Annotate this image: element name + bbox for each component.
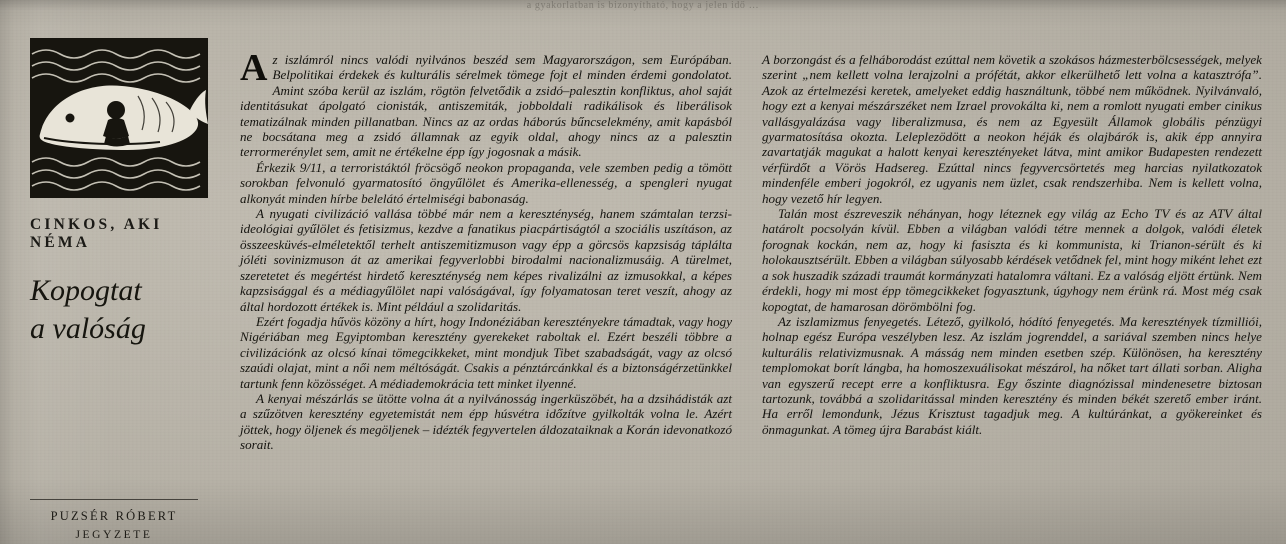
bleed-through-text: a gyakorlatban is bizonyítható, hogy a jelen idő … <box>526 0 760 11</box>
article-column-2 <box>748 18 1268 538</box>
byline-divider <box>30 499 198 500</box>
article-layout <box>0 18 1286 541</box>
paragraph: Érkezik 9/11, a terroristáktól fröcsögő neokon propaganda, vele szemben pedig a tömött sorokban felvonuló gyarmatosító öngyűlölet és Amerika-ellenesség, a spengleri nyugat alkonyát minden hírbe belelátó értelmiségi babonaság. <box>240 159 732 206</box>
paragraph <box>240 47 732 160</box>
paragraph: Ezért fogadja hűvös közöny a hírt, hogy Indonéziában keresztényekre támadtak, vagy hogy Nigériában meg Egyiptomban keresztény gyerekeket raboltak el. Ezért beszéli többre a civilizációnk az olcsó kínai tömegcikkeket, mint mondjuk Tibet szabadságát, vagy az olcsó szaúdi olajat, mint a női nem méltóságát. Csakis a pénztárcánkkal és a biztonságérzetünkkel tartunk fenn közösséget. A médiademokrácia tett minket ilyenné. <box>240 313 732 391</box>
left-column <box>24 18 236 541</box>
author-name: PUZSÉR RÓBERT <box>50 508 178 523</box>
article-title-line-1: Kopogtat <box>30 274 142 307</box>
drop-cap: A <box>240 47 268 89</box>
paragraph: Talán most észreveszik néhányan, hogy léteznek egy világ az Echo TV és az ATV által határolt pocsolyán kívül. Ebben a világban valódi tétre mennek a dolgok, valódi életek forognak kockán, nem az, hogy ki fasiszta és ki kommunista, ki Trianon-sérült és ki holokausztsérült. Ebben a világban súlyosabb kérdések vetődnek fel, mint hogy miként lehet ezt a sok huszadik századi traumát kormányzati hatalomra váltani. Ez a valóság eljött értünk. Nem érdekli, hogy mi most épp tömegcikkeket fogyasztunk, úgyhogy nem érünk rá. Most még csak kopogtat, de hamarosan dörömbölni fog. <box>762 206 1262 314</box>
paragraph: A borzongást és a felháborodást ezúttal nem követik a szokásos házmesterbölcsességek, melyek szerint „nem kellett volna lerajzolni a prófétát, akkor elkerülhető lett volna a katasztrófa”. Azok az értelmezési keretek, amelyeket eddig használtunk, többé nem működnek. Nyilvánvaló, hogy ezt a kenyai mészárszéket nem Izrael provokálta ki, nem a romlott nyugati ember cinikus vallásgyalázása vagy liberalizmusa, és nem az Egyesült Államok globális pénzügyi gyarmatosítása okozta. Leleplezödött a neokon héják és olajbárók is, akik épp annyira zavartatják magukat a halott kenyai keresztényeket látva, mint amikor Budapesten rendezett vérfürdőt a Vörös Hadsereg. Ezúttal nincs fegyvercsörtetés meg harcias nyilatkozatok mindenféle emberi jogokról, ez ugyanis nem üzlet, csak rendszerhiba. Nem is kellett volna, hogy vezető hír legyen. <box>762 52 1262 206</box>
paragraph: A nyugati civilizáció vallása többé már nem a kereszténység, hanem számtalan terzsi-ideológiai gyűlölet és fetisizmus, kezdve a fanatikus piacpártiságtól a szociális uszításon, az összeesküvés-elméletektől terhelt antiszemitizmuson vagy épp a görcsös kapzsiság táplálta jóléti sovinizmuson át az amerikai fegyverlobbi birodalmi nacionalizmusáig. A türelmet, szeretetet és megértést hirdető kereszténység nem képes rivalizálni az izmusokkal, a képes kapzsisággal és a médiagyűlölet napi valóságával, így folyamatosan teret veszít, ahogy az által hordozott értékek is. Mint például a szolidaritás. <box>240 206 732 314</box>
author-role: JEGYZETE <box>75 528 153 541</box>
series-title: CINKOS, AKI NÉMA <box>30 216 163 251</box>
paragraph-text: z iszlámról nincs valódi nyilvános beszéd sem Magyarországon, sem Európában. Belpolitikai érdekek és kulturális sérelmek tömege fojt el minden érdemi gondolatot. Amint szóba kerül az iszlám, rögtön felvetődik a zsidó–palesztin konfliktus, ahol saját identitásukat ápolgató cionisták, antiszemiták, jobboldali radikálisok és liberálisok tematizálnak minden pillanatban. Nincs az az ordas háborús bűncselekmény, amit kapásból ne bocsátana meg a zsidó államnak az egyik oldal, ahogy nincs az a palesztin terrormerénylet sem, amit ne értékelne épp így jogosnak a másik. <box>240 52 732 160</box>
paragraph: Az iszlamizmus fenyegetés. Létező, gyilkoló, hódító fenyegetés. Ma keresztények tízmilliói, holnap egész Európa veszélyben lesz. Az iszlám jogrenddel, a sariával szemben nincs helye kulturális relativizmusnak. A másság nem minden esetben szép. Különösen, ha keresztény templomokat borít lángba, ha homoszexuálisokat mészárol, ha nőket tart állati sorban. Aligha van egyszerű recept erre a konfliktusra. Egy őszinte diagnózissal mindenesetre biztosan tartozunk, továbbá a szolidaritással minden keresztény és minden békét szerető ember iránt. Ha erről lemondunk, Jézus Krisztust tagadjuk meg. A kultúránkat, a gyökereinket és önmagunkat. A tömeg újra Barabást kiált. <box>762 313 1262 437</box>
article-column-1 <box>236 18 748 538</box>
paragraph: A kenyai mészárlás se ütötte volna át a nyilvánosság ingerküszöbét, ha a dzsihádisták azt a szűzötven keresztény egyetemistát nem épp húsvétra időzítve gyilkolták volna le. Azért jöttek, hogy öljenek és megöljenek – idézték fegyvertelen áldozataiknak a Korán idevonatkozó sorait. <box>240 390 732 453</box>
whale-and-man-woodcut-illustration <box>30 38 208 198</box>
page-title <box>30 272 222 349</box>
byline <box>30 509 198 541</box>
article-title-line-2: a valóság <box>30 312 146 346</box>
